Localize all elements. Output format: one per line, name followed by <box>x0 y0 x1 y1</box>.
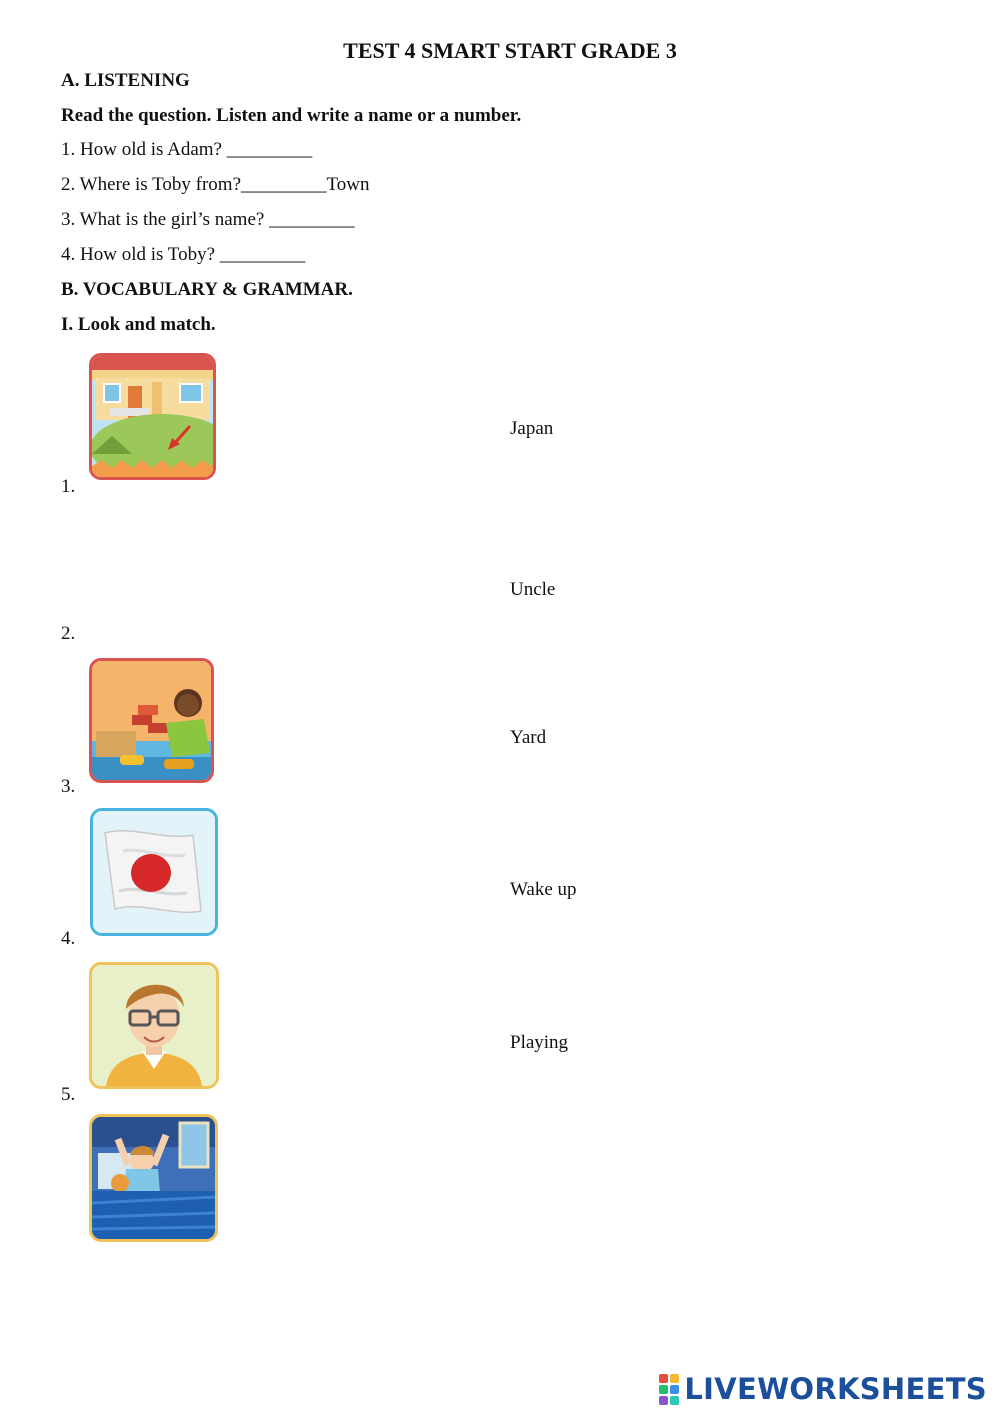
match-word-uncle: Uncle <box>510 579 556 600</box>
listening-question-4: 4. How old is Toby? _________ <box>61 244 306 265</box>
match-number-4: 4. <box>61 928 76 949</box>
listening-question-2: 2. Where is Toby from?_________Town <box>61 174 370 195</box>
match-number-5: 5. <box>61 1084 76 1105</box>
match-instruction: I. Look and match. <box>61 314 216 335</box>
match-number-3: 3. <box>61 776 76 797</box>
match-number-2: 2. <box>61 623 76 644</box>
yard-picture <box>89 353 216 480</box>
match-word-playing: Playing <box>510 1032 569 1053</box>
listening-instruction: Read the question. Listen and write a name or a number. <box>61 105 522 126</box>
page-title: TEST 4 SMART START GRADE 3 <box>343 38 677 63</box>
match-word-wake-up: Wake up <box>510 879 577 900</box>
uncle-picture <box>89 962 219 1089</box>
match-word-yard: Yard <box>510 727 547 748</box>
match-word-japan: Japan <box>510 418 554 439</box>
japan-flag-picture <box>90 808 218 936</box>
section-a-heading: A. LISTENING <box>61 70 190 91</box>
listening-question-1: 1. How old is Adam? _________ <box>61 139 313 160</box>
wake-up-picture <box>89 1114 218 1242</box>
playing-picture <box>89 658 214 783</box>
liveworksheets-logo-text: LIVEWORKSHEETS <box>684 1372 987 1406</box>
liveworksheets-mark-icon <box>659 1374 679 1405</box>
listening-question-3: 3. What is the girl’s name? _________ <box>61 209 355 230</box>
liveworksheets-logo <box>659 1372 987 1406</box>
section-b-heading: B. VOCABULARY & GRAMMAR. <box>61 279 353 300</box>
match-number-1: 1. <box>61 476 76 497</box>
